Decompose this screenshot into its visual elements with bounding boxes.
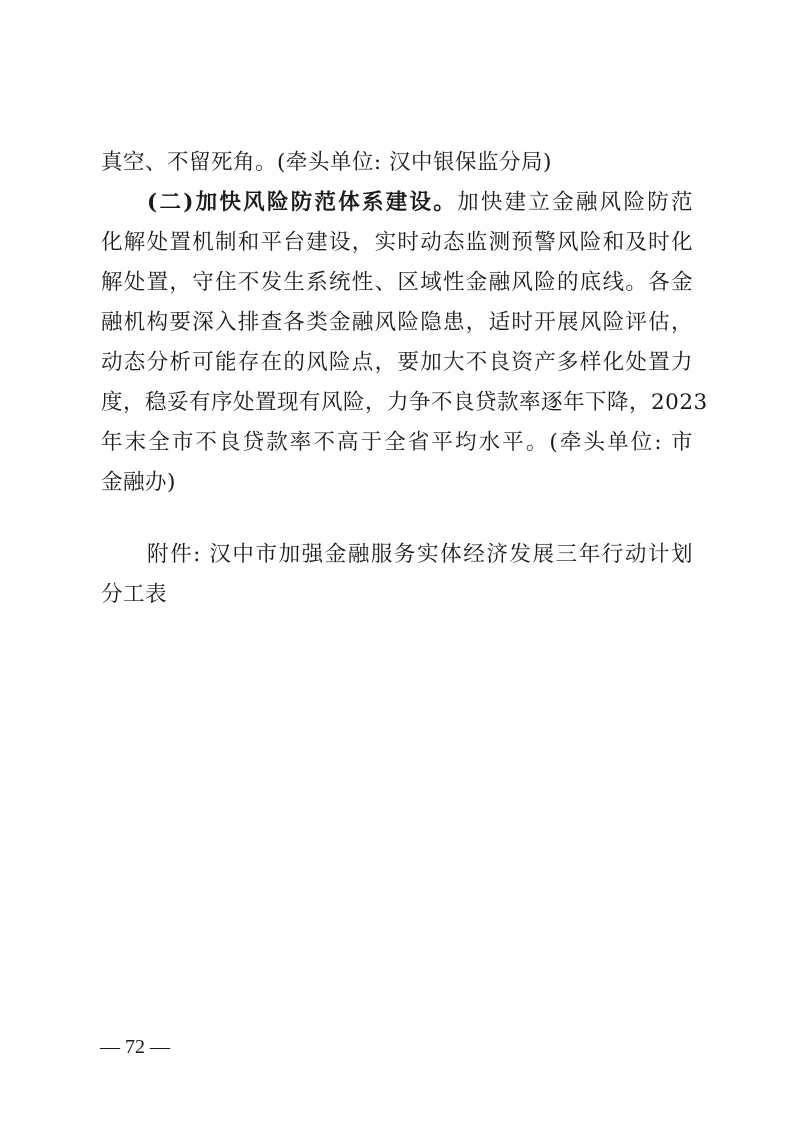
section-heading: (二)加快风险防范体系建设。 <box>147 190 458 215</box>
attachment-line-2: 分工表 <box>101 582 168 607</box>
text-line-5: 融机构要深入排查各类金融风险隐患，适时开展风险评估， <box>101 310 693 335</box>
text-line-4: 解处置，守住不发生系统性、区域性金融风险的底线。各金 <box>101 270 693 295</box>
text-line-8: 年末全市不良贷款率不高于全省平均水平。(牵头单位: 市 <box>101 430 693 455</box>
attachment-line-1: 附件: 汉中市加强金融服务实体经济发展三年行动计划 <box>147 542 693 567</box>
text-line-2 <box>147 184 693 222</box>
page-number: — 72 — <box>100 1036 170 1058</box>
text-line-7: 度，稳妥有序处置现有风险，力争不良贷款率逐年下降，2023 <box>101 390 708 415</box>
text-line-9: 金融办) <box>101 470 176 495</box>
text-line-3: 化解处置机制和平台建设，实时动态监测预警风险和及时化 <box>101 230 693 255</box>
text-line-6: 动态分析可能存在的风险点，要加大不良资产多样化处置力 <box>101 350 693 375</box>
text-line-1: 真空、不留死角。(牵头单位: 汉中银保监分局) <box>101 150 552 175</box>
section-heading-tail: 加快建立金融风险防范 <box>457 190 693 215</box>
